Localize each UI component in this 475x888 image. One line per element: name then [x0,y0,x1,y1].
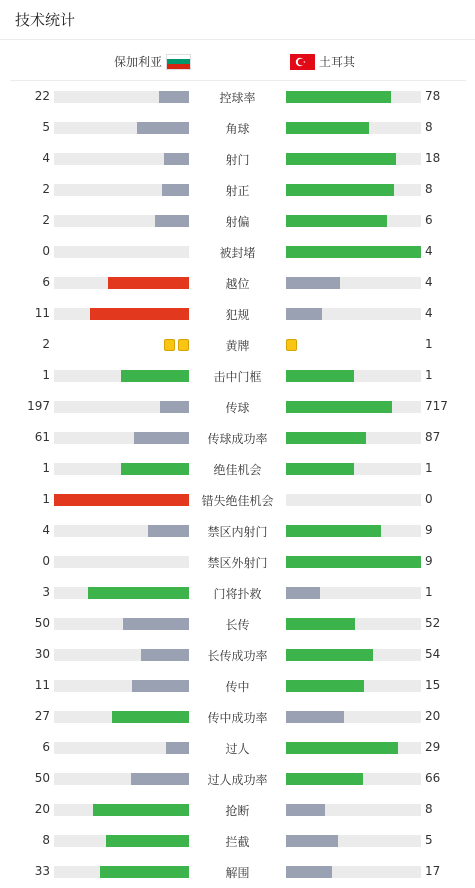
home-stat-value: 197 [27,399,50,413]
home-stat-bar [54,184,189,196]
stat-row [0,329,475,360]
away-stat-value: 8 [425,802,433,816]
home-stat-bar-fill [123,618,189,630]
away-stat-value: 87 [425,430,441,444]
home-stat-bar-fill [121,463,189,475]
stat-label: 解围 [225,866,250,880]
away-stat-bar [286,246,421,258]
stat-label: 角球 [225,122,250,136]
home-stat-value: 8 [42,833,50,847]
away-stat-bar-fill [286,587,320,599]
stat-label: 抢断 [225,804,250,818]
stat-row [0,267,475,298]
home-team [114,53,191,70]
home-yellow-cards [164,339,189,351]
away-team [290,53,355,70]
away-stat-bar [286,742,421,754]
away-stat-bar [286,494,421,506]
home-stat-bar [54,680,189,692]
home-stat-value: 5 [42,120,50,134]
away-stat-bar [286,680,421,692]
stat-row [0,515,475,546]
home-team-name: 保加利亚 [114,55,163,69]
stat-label: 绝佳机会 [213,463,262,477]
stat-row [0,639,475,670]
away-stat-bar-fill [286,618,355,630]
home-stat-value: 6 [42,275,50,289]
home-stat-bar [54,494,189,506]
stat-row [0,794,475,825]
away-stat-value: 0 [425,492,433,506]
away-stat-bar [286,308,421,320]
away-stat-bar [286,866,421,878]
home-stat-bar-fill [166,742,189,754]
home-stat-bar-fill [141,649,189,661]
stat-label: 射门 [225,153,250,167]
home-stat-bar-fill [93,804,189,816]
stat-label: 长传成功率 [207,649,268,663]
away-stat-bar [286,835,421,847]
away-stat-bar-fill [286,401,392,413]
stat-label: 击中门框 [213,370,262,384]
stat-row [0,670,475,701]
away-stat-bar-fill [286,91,391,103]
stat-label: 黄牌 [225,339,250,353]
away-stat-bar [286,711,421,723]
home-stat-bar [54,711,189,723]
away-stat-bar-fill [286,432,366,444]
stat-row [0,577,475,608]
away-stat-bar-fill [286,835,338,847]
away-stat-bar [286,91,421,103]
home-stat-bar [54,525,189,537]
home-stat-bar-fill [134,432,189,444]
home-stat-bar-fill [164,153,189,165]
home-stat-value: 11 [34,306,50,320]
home-stat-value: 20 [34,802,50,816]
stat-row [0,174,475,205]
home-stat-bar [54,401,189,413]
home-stat-bar [54,370,189,382]
stat-row [0,763,475,794]
home-stat-bar-fill [108,277,189,289]
away-stat-value: 9 [425,523,433,537]
home-stat-value: 4 [42,523,50,537]
stat-row [0,391,475,422]
home-stat-value: 30 [34,647,50,661]
home-stat-value: 61 [34,430,50,444]
away-stat-bar [286,556,421,568]
away-stat-bar-fill [286,277,340,289]
away-stat-value: 17 [425,864,441,878]
away-stat-bar [286,370,421,382]
stat-label: 禁区内射门 [207,525,268,539]
stat-label: 越位 [225,277,250,291]
stats-list [0,81,475,887]
turkey-flag-icon [290,54,315,70]
away-stat-bar-fill [286,215,387,227]
away-stat-value: 1 [425,337,433,351]
stat-label: 射正 [225,184,250,198]
bulgaria-flag-icon [166,54,191,70]
stat-label: 传中 [225,680,250,694]
stat-row [0,143,475,174]
home-stat-bar [54,463,189,475]
away-stat-value: 6 [425,213,433,227]
home-stat-bar [54,432,189,444]
home-stat-value: 33 [34,864,50,878]
away-stat-bar [286,587,421,599]
home-stat-value: 2 [42,213,50,227]
stat-row [0,236,475,267]
stat-row [0,701,475,732]
stat-label: 控球率 [219,91,256,105]
yellow-card-icon [178,339,189,351]
away-stat-bar-fill [286,773,363,785]
home-stat-value: 0 [42,554,50,568]
home-stat-bar [54,742,189,754]
home-stat-bar [54,804,189,816]
away-stat-value: 78 [425,89,441,103]
away-stat-bar-fill [286,649,373,661]
home-stat-bar [54,649,189,661]
away-stat-bar-fill [286,742,398,754]
away-yellow-cards [286,339,297,351]
stats-header [0,0,475,40]
home-stat-bar [54,587,189,599]
home-stat-bar [54,122,189,134]
home-stat-value: 0 [42,244,50,258]
away-stat-bar-fill [286,804,325,816]
home-stat-bar [54,277,189,289]
home-stat-bar-fill [131,773,189,785]
home-stat-value: 2 [42,182,50,196]
home-stat-bar [54,215,189,227]
stat-row [0,608,475,639]
away-stat-value: 1 [425,368,433,382]
away-stat-bar-fill [286,866,332,878]
stat-label: 传球成功率 [207,432,268,446]
away-stat-bar-fill [286,122,369,134]
home-stat-bar [54,556,189,568]
away-stat-value: 52 [425,616,441,630]
away-stat-bar [286,277,421,289]
home-stat-bar [54,91,189,103]
away-stat-value: 66 [425,771,441,785]
away-stat-bar [286,463,421,475]
home-stat-bar [54,618,189,630]
home-stat-value: 1 [42,492,50,506]
home-stat-bar-fill [162,184,189,196]
home-stat-bar-fill [155,215,189,227]
away-stat-bar [286,184,421,196]
home-stat-bar-fill [88,587,189,599]
home-stat-value: 22 [34,89,50,103]
home-stat-value: 11 [34,678,50,692]
away-stat-value: 8 [425,120,433,134]
stat-label: 禁区外射门 [207,556,268,570]
away-stat-bar [286,525,421,537]
team-names-row [10,41,466,81]
away-stat-bar [286,122,421,134]
home-stat-bar-fill [159,91,189,103]
stat-label: 过人 [225,742,250,756]
home-stat-bar [54,153,189,165]
away-stat-bar-fill [286,680,364,692]
stat-row [0,732,475,763]
away-stat-bar-fill [286,246,421,258]
away-stat-value: 54 [425,647,441,661]
away-stat-bar-fill [286,711,344,723]
home-stat-bar [54,866,189,878]
away-stat-bar [286,153,421,165]
home-stat-bar-fill [112,711,189,723]
away-stat-value: 29 [425,740,441,754]
home-stat-bar-fill [121,370,189,382]
home-stat-value: 3 [42,585,50,599]
home-stat-bar-fill [54,494,189,506]
away-stat-bar [286,618,421,630]
home-stat-value: 6 [42,740,50,754]
away-team-name: 土耳其 [319,55,356,69]
home-stat-value: 27 [34,709,50,723]
away-stat-bar [286,649,421,661]
home-stat-bar-fill [106,835,189,847]
away-stat-value: 18 [425,151,441,165]
away-stat-bar [286,773,421,785]
home-stat-bar [54,773,189,785]
stat-row [0,205,475,236]
home-stat-value: 1 [42,368,50,382]
home-stat-bar-fill [132,680,189,692]
away-stat-bar-fill [286,463,354,475]
away-stat-bar-fill [286,556,421,568]
away-stat-value: 20 [425,709,441,723]
stat-row [0,422,475,453]
stat-row [0,298,475,329]
away-stat-bar-fill [286,153,396,165]
away-stat-bar [286,401,421,413]
away-stat-value: 1 [425,461,433,475]
away-stat-value: 4 [425,244,433,258]
stat-row [0,453,475,484]
home-stat-bar [54,835,189,847]
home-stat-value: 50 [34,771,50,785]
away-stat-value: 717 [425,399,448,413]
stat-label: 被封堵 [219,246,256,260]
home-stat-bar-fill [137,122,189,134]
away-stat-bar-fill [286,308,322,320]
away-stat-bar [286,215,421,227]
away-stat-bar-fill [286,525,381,537]
away-stat-value: 4 [425,275,433,289]
away-stat-value: 15 [425,678,441,692]
yellow-card-icon [164,339,175,351]
stat-row [0,546,475,577]
away-stat-bar [286,432,421,444]
away-stat-value: 5 [425,833,433,847]
stat-row [0,81,475,112]
away-stat-bar-fill [286,370,354,382]
home-stat-bar-fill [90,308,189,320]
home-stat-bar [54,308,189,320]
home-stat-bar-fill [148,525,189,537]
stat-label: 长传 [225,618,250,632]
stat-label: 犯规 [225,308,250,322]
home-stat-bar-fill [100,866,189,878]
home-stat-value: 1 [42,461,50,475]
away-stat-bar-fill [286,184,394,196]
yellow-card-icon [286,339,297,351]
stat-row [0,112,475,143]
stat-row [0,360,475,391]
home-stat-value: 2 [42,337,50,351]
stat-label: 传中成功率 [207,711,268,725]
stat-row [0,825,475,856]
home-stat-value: 4 [42,151,50,165]
stat-label: 拦截 [225,835,250,849]
stat-label: 门将扑救 [213,587,262,601]
away-stat-value: 4 [425,306,433,320]
home-stat-bar-fill [160,401,189,413]
stat-row [0,856,475,887]
stat-label: 传球 [225,401,250,415]
stat-label: 错失绝佳机会 [201,494,274,508]
away-stat-value: 9 [425,554,433,568]
away-stat-bar [286,804,421,816]
stat-label: 过人成功率 [207,773,268,787]
stat-label: 射偏 [225,215,250,229]
page-title: 技术统计 [15,11,76,29]
away-stat-value: 8 [425,182,433,196]
home-stat-value: 50 [34,616,50,630]
stat-row [0,484,475,515]
away-stat-value: 1 [425,585,433,599]
home-stat-bar [54,246,189,258]
